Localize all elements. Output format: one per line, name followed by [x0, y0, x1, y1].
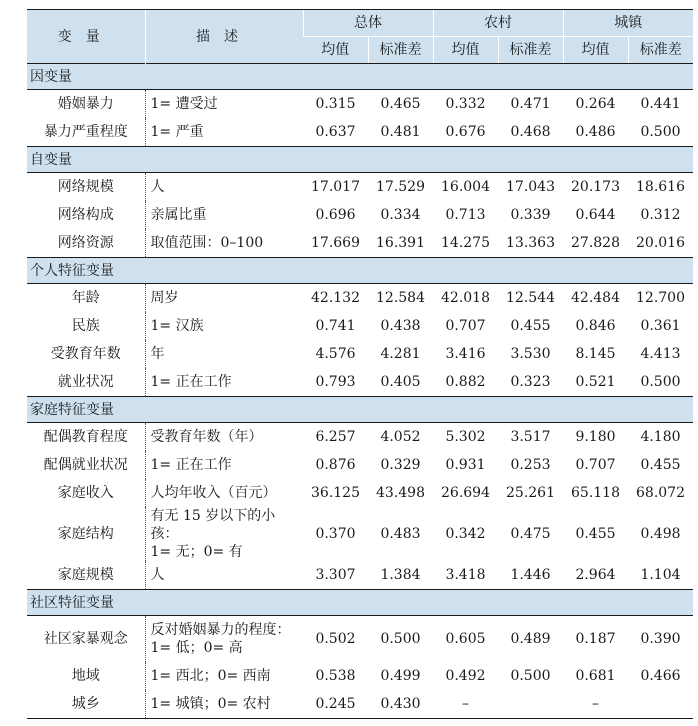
table-row	[27, 368, 693, 397]
sd-cell: 0.500	[510, 668, 551, 684]
section-title: 家庭特征变量	[27, 397, 693, 423]
table-row	[27, 451, 693, 479]
description-cell: 年	[150, 346, 165, 362]
table-row	[27, 201, 693, 229]
sd-cell: 13.363	[506, 235, 555, 251]
header-group-urban: 城镇	[563, 10, 693, 37]
section-title: 自变量	[27, 147, 693, 173]
mean-cell: 0.605	[445, 631, 486, 647]
header-description: 描述	[145, 10, 303, 64]
sd-cell: 0.455	[640, 457, 681, 473]
mean-cell: 0.264	[575, 96, 616, 112]
mean-cell: 0.793	[315, 374, 356, 390]
mean-cell: 0.696	[315, 207, 356, 223]
table-row	[27, 479, 693, 507]
description-cell: 亲属比重	[150, 207, 207, 223]
mean-cell: 0.707	[575, 457, 616, 473]
mean-cell: 3.418	[445, 567, 486, 583]
sd-cell: 4.052	[380, 429, 421, 445]
sd-cell: 68.072	[636, 485, 685, 501]
sd-cell: 0.500	[640, 374, 681, 390]
section-row	[27, 397, 693, 423]
mean-cell: 0.502	[315, 631, 356, 647]
mean-cell: 14.275	[441, 235, 490, 251]
statistics-table	[27, 9, 693, 719]
mean-cell: 0.713	[445, 207, 486, 223]
mean-cell: 0.521	[575, 374, 616, 390]
variable-cell: 婚姻暴力	[27, 90, 145, 119]
sd-cell: 0.253	[510, 457, 551, 473]
sd-cell	[498, 690, 563, 719]
mean-cell: 42.484	[571, 290, 620, 306]
description-cell: 人均年收入（百元）	[150, 485, 277, 501]
sd-cell: 17.529	[376, 179, 425, 195]
sd-cell: 0.465	[380, 96, 421, 112]
sd-cell: 0.498	[640, 526, 681, 542]
mean-cell: 0.676	[445, 124, 486, 140]
variable-cell: 家庭规模	[27, 561, 145, 590]
mean-cell: 0.315	[315, 96, 356, 112]
sd-cell: 1.384	[380, 567, 421, 583]
description-line: 有无 15 岁以下的小孩：	[150, 508, 276, 542]
table-row	[27, 690, 693, 719]
section-row	[27, 590, 693, 616]
sd-cell: 0.339	[510, 207, 551, 223]
header-group-rural: 农村	[433, 10, 563, 37]
sd-cell: 4.413	[640, 346, 681, 362]
description-cell: 1= 汉族	[150, 318, 204, 334]
sd-cell: 0.430	[368, 690, 433, 719]
mean-cell: 0.342	[445, 526, 486, 542]
mean-cell: 17.017	[311, 179, 360, 195]
mean-cell: 5.302	[445, 429, 486, 445]
sd-cell: 0.471	[510, 96, 551, 112]
description-line: 1= 低；0= 高	[150, 640, 243, 656]
table-row	[27, 507, 693, 561]
mean-cell: 36.125	[311, 485, 360, 501]
sd-cell: 0.475	[510, 526, 551, 542]
table-row	[27, 561, 693, 590]
sd-cell: 4.180	[640, 429, 681, 445]
sd-cell: 25.261	[506, 485, 555, 501]
table-row	[27, 229, 693, 258]
section-title: 个人特征变量	[27, 258, 693, 284]
mean-cell: 27.828	[571, 235, 620, 251]
mean-cell: 8.145	[575, 346, 616, 362]
variable-cell: 年龄	[27, 284, 145, 313]
variable-cell: 配偶就业状况	[27, 451, 145, 479]
description-cell: 取值范围：0–100	[150, 235, 264, 251]
description-cell: 周岁	[150, 290, 179, 306]
section-row	[27, 147, 693, 173]
description-cell: 人	[150, 567, 165, 583]
mean-cell: 0.492	[445, 668, 486, 684]
variable-cell: 受教育年数	[27, 340, 145, 368]
description-line: 反对婚姻暴力的程度：	[150, 622, 291, 638]
sd-cell: 12.584	[376, 290, 425, 306]
sd-cell: 0.361	[640, 318, 681, 334]
mean-cell: 0.876	[315, 457, 356, 473]
table-row	[27, 90, 693, 119]
description-cell	[145, 616, 303, 663]
sd-cell: 0.390	[640, 631, 681, 647]
table-header	[27, 10, 693, 64]
mean-cell: 42.018	[441, 290, 490, 306]
mean-cell: 0.455	[575, 526, 616, 542]
sd-cell: 3.517	[510, 429, 551, 445]
sd-cell: 0.405	[380, 374, 421, 390]
header-sd: 标准差	[628, 37, 693, 64]
sd-cell: 16.391	[376, 235, 425, 251]
sd-cell: 4.281	[380, 346, 421, 362]
variable-cell: 暴力严重程度	[27, 118, 145, 147]
description-cell	[145, 507, 303, 561]
table-row	[27, 173, 693, 202]
mean-cell: 16.004	[441, 179, 490, 195]
description-line: 1= 无；0= 有	[150, 544, 243, 560]
sd-cell: 0.455	[510, 318, 551, 334]
table-row	[27, 423, 693, 452]
mean-cell: 65.118	[571, 485, 620, 501]
sd-cell: 0.481	[380, 124, 421, 140]
header-variable: 变量	[27, 10, 145, 64]
mean-cell: 2.964	[575, 567, 616, 583]
mean-cell: 0.637	[315, 124, 356, 140]
section-title: 因变量	[27, 64, 693, 90]
mean-cell: 0.707	[445, 318, 486, 334]
variable-cell: 就业状况	[27, 368, 145, 397]
header-mean: 均值	[303, 37, 368, 64]
description-cell: 受教育年数（年）	[150, 429, 263, 445]
header-sd: 标准差	[498, 37, 563, 64]
sd-cell: 0.483	[380, 526, 421, 542]
sd-cell: 0.334	[380, 207, 421, 223]
variable-cell: 网络资源	[27, 229, 145, 258]
sd-cell: 0.329	[380, 457, 421, 473]
description-cell: 1= 严重	[150, 124, 204, 140]
header-mean: 均值	[563, 37, 628, 64]
header-group-overall: 总体	[303, 10, 433, 37]
table-row	[27, 340, 693, 368]
variable-cell: 网络构成	[27, 201, 145, 229]
description-cell: 1= 城镇；0= 农村	[145, 690, 303, 719]
sd-cell: 17.043	[506, 179, 555, 195]
sd-cell: 0.466	[640, 668, 681, 684]
mean-cell: 0.245	[303, 690, 368, 719]
table-body	[27, 64, 693, 719]
header-mean: 均值	[433, 37, 498, 64]
section-row	[27, 258, 693, 284]
mean-cell: 42.132	[311, 290, 360, 306]
mean-cell: 0.370	[315, 526, 356, 542]
sd-cell: 1.446	[510, 567, 551, 583]
variable-cell: 地域	[27, 662, 145, 690]
sd-cell: 3.530	[510, 346, 551, 362]
table-row	[27, 616, 693, 663]
variable-cell: 民族	[27, 312, 145, 340]
mean-cell: 0.846	[575, 318, 616, 334]
sd-cell: 0.499	[380, 668, 421, 684]
header-sd: 标准差	[368, 37, 433, 64]
table-row	[27, 312, 693, 340]
sd-cell: 0.500	[640, 124, 681, 140]
mean-cell: 0.486	[575, 124, 616, 140]
variable-cell: 家庭结构	[27, 507, 145, 561]
sd-cell: 0.323	[510, 374, 551, 390]
variable-cell: 社区家暴观念	[27, 616, 145, 663]
sd-cell	[628, 690, 693, 719]
mean-cell: 3.307	[315, 567, 356, 583]
sd-cell: 0.441	[640, 96, 681, 112]
section-row	[27, 64, 693, 90]
mean-cell: 6.257	[315, 429, 356, 445]
variable-cell: 城乡	[27, 690, 145, 719]
mean-cell: 26.694	[441, 485, 490, 501]
variable-cell: 网络规模	[27, 173, 145, 202]
sd-cell: 18.616	[636, 179, 685, 195]
mean-cell: 0.931	[445, 457, 486, 473]
table-row	[27, 284, 693, 313]
sd-cell: 20.016	[636, 235, 685, 251]
variable-cell: 配偶教育程度	[27, 423, 145, 452]
section-title: 社区特征变量	[27, 590, 693, 616]
mean-cell: 0.187	[575, 631, 616, 647]
sd-cell: 0.500	[380, 631, 421, 647]
description-cell: 人	[150, 179, 165, 195]
sd-cell: 0.489	[510, 631, 551, 647]
sd-cell: 12.544	[506, 290, 555, 306]
mean-cell: 20.173	[571, 179, 620, 195]
sd-cell: 0.468	[510, 124, 551, 140]
sd-cell: 0.438	[380, 318, 421, 334]
sd-cell: 43.498	[376, 485, 425, 501]
sd-cell: 1.104	[640, 567, 681, 583]
table-row	[27, 118, 693, 147]
sd-cell: 12.700	[636, 290, 685, 306]
sd-cell: 0.312	[640, 207, 681, 223]
description-cell: 1= 西北；0= 西南	[150, 668, 271, 684]
mean-cell: 0.332	[445, 96, 486, 112]
description-cell: 1= 正在工作	[150, 374, 232, 390]
mean-cell: 0.882	[445, 374, 486, 390]
description-cell: 1= 正在工作	[150, 457, 232, 473]
mean-cell: 0.681	[575, 668, 616, 684]
mean-cell: 3.416	[445, 346, 486, 362]
mean-cell: 0.741	[315, 318, 356, 334]
mean-cell: 9.180	[575, 429, 616, 445]
description-cell: 1= 遭受过	[150, 96, 218, 112]
mean-cell: 4.576	[315, 346, 356, 362]
mean-cell: –	[433, 690, 498, 719]
mean-cell: 0.538	[315, 668, 356, 684]
variable-cell: 家庭收入	[27, 479, 145, 507]
table-row	[27, 662, 693, 690]
mean-cell: –	[563, 690, 628, 719]
mean-cell: 17.669	[311, 235, 360, 251]
mean-cell: 0.644	[575, 207, 616, 223]
